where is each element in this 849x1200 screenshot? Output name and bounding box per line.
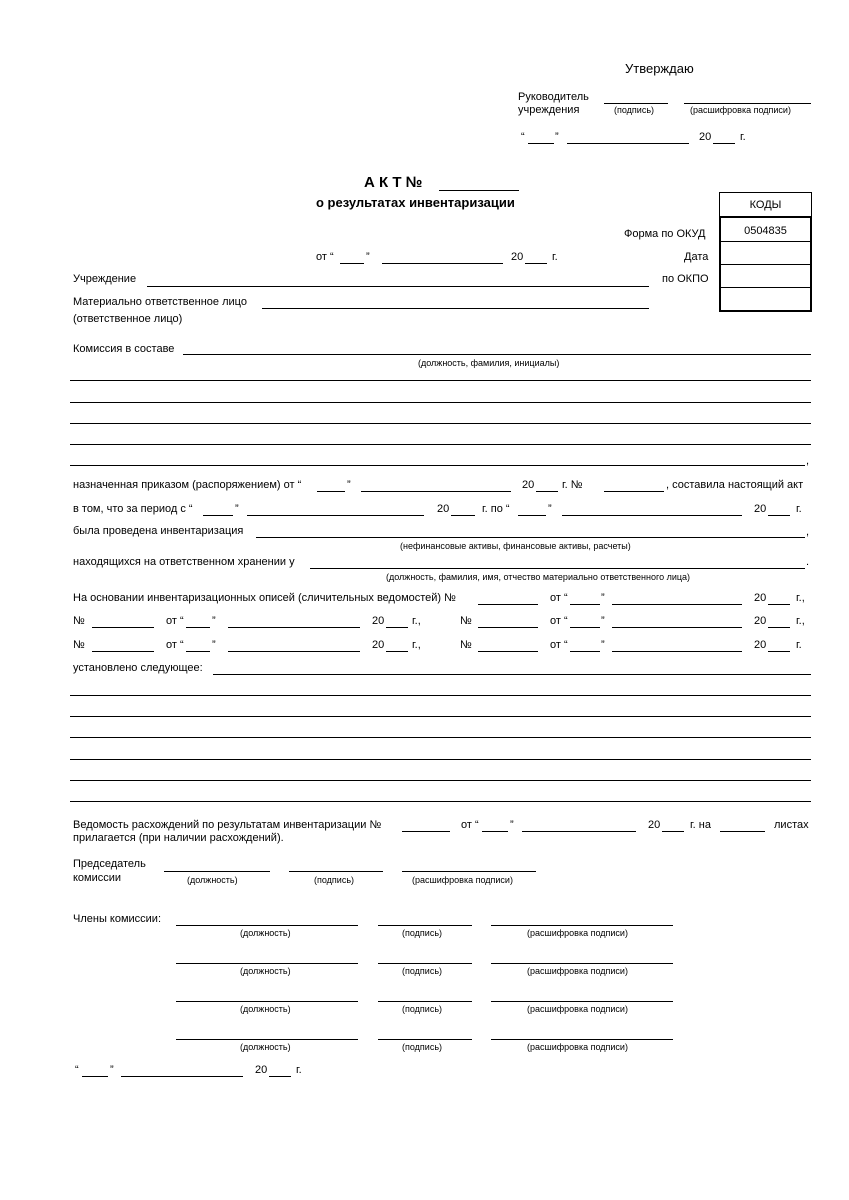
footer-quote-close: ” xyxy=(110,1064,114,1076)
period-end-quote-close: ” xyxy=(548,503,552,515)
inventory-list-no-label-5: № xyxy=(460,639,472,651)
member-signature-caption: (подпись) xyxy=(402,966,443,976)
member-decode-field[interactable] xyxy=(491,925,673,926)
discrepancy-year-field[interactable] xyxy=(662,831,684,832)
doc-year-suffix: г. xyxy=(552,251,558,263)
responsible-label: Материально ответственное лицо xyxy=(73,296,247,308)
doc-day-field[interactable] xyxy=(340,263,364,264)
findings-line[interactable] xyxy=(70,801,811,802)
discrepancy-day-field[interactable] xyxy=(482,831,508,832)
approval-month-field[interactable] xyxy=(567,143,689,144)
period-start-year-field[interactable] xyxy=(451,515,475,516)
inventory-list-year-suffix-2: г., xyxy=(412,615,421,627)
inventory-list-month-1[interactable] xyxy=(612,604,742,605)
discrepancy-month-field[interactable] xyxy=(522,831,636,832)
period-end-year-field[interactable] xyxy=(768,515,790,516)
inventory-list-year-5[interactable] xyxy=(768,651,790,652)
inventory-object-field[interactable] xyxy=(256,537,805,538)
member-decode-field[interactable] xyxy=(491,1039,673,1040)
based-on-label: На основании инвентаризационных описей (сличительных ведомостей) № xyxy=(73,592,456,604)
conducted-label: была проведена инвентаризация xyxy=(73,525,244,537)
commission-comma: , xyxy=(806,455,810,467)
member-signature-field[interactable] xyxy=(378,1039,472,1040)
inventory-list-quote-5: ” xyxy=(601,639,605,651)
approval-year-prefix: 20 xyxy=(699,131,712,143)
period-quote-close: ” xyxy=(235,503,239,515)
act-number-field[interactable] xyxy=(439,190,519,191)
inventory-list-month-3[interactable] xyxy=(612,627,742,628)
chairman-label-line2: комиссии xyxy=(73,872,122,884)
doc-date-from: от “ xyxy=(316,251,334,263)
inventory-list-from-3: от “ xyxy=(550,615,568,627)
discrepancy-label: Ведомость расхождений по результатам инвентаризации № xyxy=(73,819,382,831)
footer-year-prefix: 20 xyxy=(255,1064,268,1076)
inventory-list-year-prefix-2: 20 xyxy=(372,615,385,627)
inventory-list-no-label-4: № xyxy=(73,639,85,651)
doc-year-field[interactable] xyxy=(525,263,547,264)
commission-line[interactable] xyxy=(70,444,811,445)
member-decode-field[interactable] xyxy=(491,963,673,964)
chairman-signature-field[interactable] xyxy=(289,871,383,872)
inventory-list-from-2: от “ xyxy=(166,615,184,627)
discrepancy-sheets-label: листах xyxy=(774,819,809,831)
chairman-signature-caption: (подпись) xyxy=(314,875,355,885)
member-signature-caption: (подпись) xyxy=(402,928,443,938)
order-quote-close: ” xyxy=(347,479,351,491)
commission-label: Комиссия в составе xyxy=(73,343,175,355)
member-signature-field[interactable] xyxy=(378,1001,472,1002)
period-label: в том, что за период с “ xyxy=(73,503,193,515)
approval-year-field[interactable] xyxy=(713,143,735,144)
inventory-list-number-3[interactable] xyxy=(478,627,538,628)
findings-line[interactable] xyxy=(70,695,811,696)
doc-year-prefix: 20 xyxy=(511,251,524,263)
order-number-field[interactable] xyxy=(604,491,664,492)
inventory-list-year-prefix-3: 20 xyxy=(754,615,767,627)
appointed-label: назначенная приказом (распоряжением) от “ xyxy=(73,479,302,491)
member-decode-caption: (расшифровка подписи) xyxy=(527,1004,628,1014)
inventory-list-year-3[interactable] xyxy=(768,627,790,628)
discrepancy-year-on: г. на xyxy=(690,819,711,831)
discrepancy-number-field[interactable] xyxy=(402,831,450,832)
established-label: установлено следующее: xyxy=(73,662,203,674)
commission-line[interactable] xyxy=(70,402,811,403)
approve-label: Утверждаю xyxy=(625,61,694,76)
codes-header: КОДЫ xyxy=(749,199,782,211)
codes-divider xyxy=(721,287,810,288)
period-end-year-suffix: г. xyxy=(796,503,802,515)
period-year-prefix: 20 xyxy=(437,503,450,515)
commission-line[interactable] xyxy=(70,423,811,424)
codes-divider xyxy=(721,264,810,265)
date-label: Дата xyxy=(684,251,709,263)
footer-month-field[interactable] xyxy=(121,1076,243,1077)
member-signature-field[interactable] xyxy=(378,963,472,964)
inventory-list-no-label-2: № xyxy=(73,615,85,627)
member-position-caption: (должность) xyxy=(240,1042,291,1052)
discrepancy-quote-close: ” xyxy=(510,819,514,831)
responsible-field[interactable] xyxy=(262,308,649,309)
member-position-caption: (должность) xyxy=(240,928,291,938)
member-signature-caption: (подпись) xyxy=(402,1042,443,1052)
chairman-position-field[interactable] xyxy=(164,871,270,872)
order-month-field[interactable] xyxy=(361,491,511,492)
inventory-list-day-3[interactable] xyxy=(570,627,600,628)
inventory-list-quote-3: ” xyxy=(601,615,605,627)
inventory-list-year-suffix-5: г. xyxy=(796,639,802,651)
discrepancy-year-prefix: 20 xyxy=(648,819,661,831)
member-position-field[interactable] xyxy=(176,1001,358,1002)
member-position-caption: (должность) xyxy=(240,1004,291,1014)
chairman-position-caption: (должность) xyxy=(187,875,238,885)
chairman-label-line1: Председатель xyxy=(73,858,146,870)
period-start-month-field[interactable] xyxy=(247,515,424,516)
inventory-list-quote-1: ” xyxy=(601,592,605,604)
order-year-field[interactable] xyxy=(536,491,558,492)
institution-label: Учреждение xyxy=(73,273,137,285)
codes-table xyxy=(719,216,812,312)
inventory-list-month-5[interactable] xyxy=(612,651,742,652)
footer-quote-open: “ xyxy=(75,1064,79,1076)
member-position-field[interactable] xyxy=(176,925,358,926)
stored-label: находящихся на ответственном хранении у xyxy=(73,556,295,568)
period-to-label: г. по “ xyxy=(482,503,510,515)
act-subtitle: о результатах инвентаризации xyxy=(316,195,515,210)
commission-line[interactable] xyxy=(70,380,811,381)
conducted-comma: , xyxy=(806,526,810,538)
period-end-day-field[interactable] xyxy=(518,515,546,516)
okud-code: 0504835 xyxy=(744,225,787,237)
head-signature-decode-field[interactable] xyxy=(684,103,811,104)
chairman-decode-caption: (расшифровка подписи) xyxy=(412,875,513,885)
inventory-list-day-4[interactable] xyxy=(186,651,210,652)
member-decode-caption: (расшифровка подписи) xyxy=(527,928,628,938)
inventory-list-year-prefix-1: 20 xyxy=(754,592,767,604)
responsible-sublabel: (ответственное лицо) xyxy=(73,313,183,325)
footer-year-field[interactable] xyxy=(269,1076,291,1077)
chairman-decode-field[interactable] xyxy=(402,871,536,872)
discrepancy-from: от “ xyxy=(461,819,479,831)
inventory-list-year-prefix-5: 20 xyxy=(754,639,767,651)
inventory-list-from-4: от “ xyxy=(166,639,184,651)
findings-line[interactable] xyxy=(70,716,811,717)
inventory-list-year-suffix-3: г., xyxy=(796,615,805,627)
inventory-list-no-label-3: № xyxy=(460,615,472,627)
compiled-label: , составила настоящий акт xyxy=(666,479,804,491)
inventory-list-day-2[interactable] xyxy=(186,627,210,628)
inventory-list-number-5[interactable] xyxy=(478,651,538,652)
footer-day-field[interactable] xyxy=(82,1076,108,1077)
approval-year-suffix: г. xyxy=(740,131,746,143)
findings-line[interactable] xyxy=(70,759,811,760)
inventory-list-year-2[interactable] xyxy=(386,627,408,628)
inventory-list-number-1[interactable] xyxy=(478,604,538,605)
members-label: Члены комиссии: xyxy=(73,913,162,925)
head-signature-caption: (подпись) xyxy=(614,105,655,115)
findings-field[interactable] xyxy=(213,674,811,675)
stored-period: . xyxy=(806,556,810,568)
approval-quote-close: ” xyxy=(555,131,559,143)
inventory-list-number-2[interactable] xyxy=(92,627,154,628)
approval-day-field[interactable] xyxy=(528,143,554,144)
inventory-list-year-prefix-4: 20 xyxy=(372,639,385,651)
codes-header-cell xyxy=(719,192,812,217)
storage-person-field[interactable] xyxy=(310,568,805,569)
commission-field[interactable] xyxy=(183,354,811,355)
order-no-label: г. № xyxy=(562,479,583,491)
inventory-list-number-4[interactable] xyxy=(92,651,154,652)
member-decode-field[interactable] xyxy=(491,1001,673,1002)
member-decode-caption: (расшифровка подписи) xyxy=(527,966,628,976)
inventory-list-month-2[interactable] xyxy=(228,627,360,628)
inventory-list-from-1: от “ xyxy=(550,592,568,604)
discrepancy-sheets-field[interactable] xyxy=(720,831,765,832)
doc-quote-close: ” xyxy=(366,251,370,263)
okpo-label: по ОКПО xyxy=(662,273,709,285)
member-signature-caption: (подпись) xyxy=(402,1004,443,1014)
institution-field[interactable] xyxy=(147,286,649,287)
footer-year-suffix: г. xyxy=(296,1064,302,1076)
doc-month-field[interactable] xyxy=(382,263,503,264)
codes-divider xyxy=(721,241,810,242)
okud-label: Форма по ОКУД xyxy=(624,228,706,240)
member-decode-caption: (расшифровка подписи) xyxy=(527,1042,628,1052)
member-position-field[interactable] xyxy=(176,1039,358,1040)
order-year-prefix: 20 xyxy=(522,479,535,491)
member-position-field[interactable] xyxy=(176,963,358,964)
inventory-list-quote-2: ” xyxy=(212,615,216,627)
head-label-line1: Руководитель xyxy=(518,91,589,103)
assets-caption: (нефинансовые активы, финансовые активы, расчеты) xyxy=(400,541,631,551)
commission-caption: (должность, фамилия, инициалы) xyxy=(418,358,560,368)
inventory-list-quote-4: ” xyxy=(212,639,216,651)
inventory-list-day-1[interactable] xyxy=(570,604,600,605)
inventory-list-year-1[interactable] xyxy=(768,604,790,605)
period-end-month-field[interactable] xyxy=(562,515,742,516)
period-end-year-prefix: 20 xyxy=(754,503,767,515)
inventory-list-from-5: от “ xyxy=(550,639,568,651)
inventory-list-month-4[interactable] xyxy=(228,651,360,652)
inventory-list-day-5[interactable] xyxy=(570,651,600,652)
inventory-list-year-suffix-1: г., xyxy=(796,592,805,604)
approval-quote-open: “ xyxy=(521,131,525,143)
head-signature-decode-caption: (расшифровка подписи) xyxy=(690,105,791,115)
member-signature-field[interactable] xyxy=(378,925,472,926)
inventory-list-year-suffix-4: г., xyxy=(412,639,421,651)
member-position-caption: (должность) xyxy=(240,966,291,976)
order-day-field[interactable] xyxy=(317,491,345,492)
inventory-list-year-4[interactable] xyxy=(386,651,408,652)
act-title: А К Т № xyxy=(364,174,423,191)
period-start-day-field[interactable] xyxy=(203,515,233,516)
person-caption: (должность, фамилия, имя, отчество материально ответственного лица) xyxy=(386,572,691,582)
head-label-line2: учреждения xyxy=(518,104,580,116)
findings-line[interactable] xyxy=(70,780,811,781)
findings-line[interactable] xyxy=(70,737,811,738)
head-signature-field[interactable] xyxy=(604,103,668,104)
commission-line[interactable] xyxy=(70,465,805,466)
discrepancy-attached-label: прилагается (при наличии расхождений). xyxy=(73,832,284,844)
